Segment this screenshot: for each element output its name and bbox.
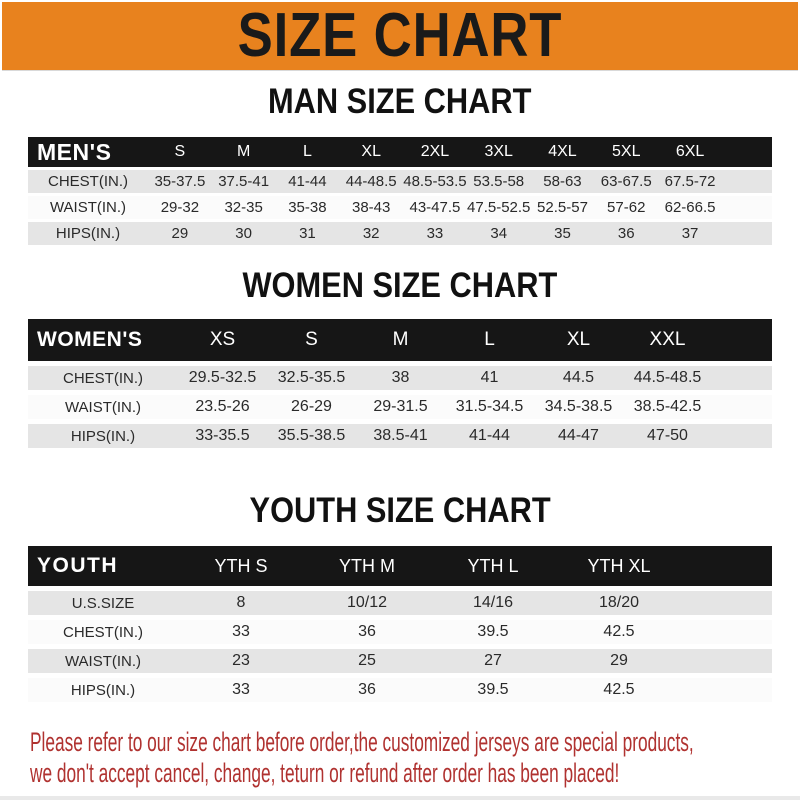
disclaimer [30,727,800,789]
youth-col-header: YTH M [304,546,430,586]
cell: 44-48.5 [339,170,403,193]
spacer [682,678,772,702]
spacer [722,222,772,245]
youth-col-header: YTH L [430,546,556,586]
cell: 29.5-32.5 [178,366,267,390]
cell: 32-35 [212,196,276,219]
men-chest-row [28,170,772,193]
spacer [712,395,772,419]
youth-hips-row [28,678,772,702]
cell: 35 [531,222,595,245]
men-size-table [28,134,772,248]
cell: 29-31.5 [356,395,445,419]
cell: 44.5 [534,366,623,390]
youth-table-title: YOUTH [28,546,178,586]
cell: 32.5-35.5 [267,366,356,390]
spacer [682,620,772,644]
spacer [712,424,772,448]
men-col-header: 2XL [403,137,467,167]
cell: 35-37.5 [148,170,212,193]
men-col-header: L [276,137,340,167]
youth-header-row [28,546,772,586]
cell: 37.5-41 [212,170,276,193]
spacer [682,591,772,615]
cell: 41-44 [276,170,340,193]
cell: 38.5-41 [356,424,445,448]
cell: 14/16 [430,591,556,615]
cell: 42.5 [556,678,682,702]
women-hips-row [28,424,772,448]
cell: 41 [445,366,534,390]
spacer [712,319,772,361]
women-col-header: XXL [623,319,712,361]
cell: 43-47.5 [403,196,467,219]
size-chart-banner [2,2,798,70]
cell: 18/20 [556,591,682,615]
spacer [682,649,772,673]
spacer [712,366,772,390]
women-col-header: L [445,319,534,361]
row-label: WAIST(IN.) [28,395,178,419]
cell: 38-43 [339,196,403,219]
women-table-title: WOMEN'S [28,319,178,361]
men-header-row [28,137,772,167]
youth-waist-row [28,649,772,673]
row-label: CHEST(IN.) [28,620,178,644]
cell: 38 [356,366,445,390]
women-col-header: M [356,319,445,361]
cell: 33 [178,620,304,644]
cell: 33 [403,222,467,245]
cell: 35.5-38.5 [267,424,356,448]
cell: 38.5-42.5 [623,395,712,419]
men-col-header: XL [339,137,403,167]
cell: 67.5-72 [658,170,722,193]
spacer [682,546,772,586]
cell: 48.5-53.5 [403,170,467,193]
women-size-table [28,314,772,453]
cell: 47.5-52.5 [467,196,531,219]
cell: 44-47 [534,424,623,448]
women-section-heading-text: WOMEN SIZE CHART [242,266,558,305]
cell: 35-38 [276,196,340,219]
cell: 27 [430,649,556,673]
youth-size-table [28,541,772,707]
youth-chest-row [28,620,772,644]
men-hips-row [28,222,772,245]
cell: 36 [594,222,658,245]
row-label: WAIST(IN.) [28,649,178,673]
cell: 30 [212,222,276,245]
row-label: HIPS(IN.) [28,222,148,245]
cell: 47-50 [623,424,712,448]
cell: 41-44 [445,424,534,448]
row-label: HIPS(IN.) [28,424,178,448]
youth-ussize-row [28,591,772,615]
row-label: U.S.SIZE [28,591,178,615]
row-label: CHEST(IN.) [28,170,148,193]
cell: 8 [178,591,304,615]
youth-col-header: YTH XL [556,546,682,586]
women-header-row [28,319,772,361]
women-section-heading [0,266,800,305]
cell: 57-62 [594,196,658,219]
cell: 36 [304,678,430,702]
men-col-header: 5XL [594,137,658,167]
cell: 42.5 [556,620,682,644]
men-col-header: 6XL [658,137,722,167]
cell: 39.5 [430,678,556,702]
women-waist-row [28,395,772,419]
banner-title: SIZE CHART [237,1,563,70]
cell: 23 [178,649,304,673]
disclaimer-line-2: we don't accept cancel, change, teturn or refund after order has been placed! [30,758,620,788]
youth-section-heading [0,491,800,530]
cell: 10/12 [304,591,430,615]
cell: 34.5-38.5 [534,395,623,419]
women-chest-row [28,366,772,390]
cell: 44.5-48.5 [623,366,712,390]
cell: 63-67.5 [594,170,658,193]
men-col-header: 3XL [467,137,531,167]
women-col-header: XS [178,319,267,361]
youth-section-heading-text: YOUTH SIZE CHART [249,491,551,530]
cell: 29 [148,222,212,245]
cell: 36 [304,620,430,644]
women-col-header: S [267,319,356,361]
cell: 37 [658,222,722,245]
cell: 53.5-58 [467,170,531,193]
women-col-header: XL [534,319,623,361]
row-label: CHEST(IN.) [28,366,178,390]
cell: 31 [276,222,340,245]
man-section-heading [0,82,800,121]
cell: 26-29 [267,395,356,419]
cell: 31.5-34.5 [445,395,534,419]
cell: 52.5-57 [531,196,595,219]
cell: 62-66.5 [658,196,722,219]
cell: 29 [556,649,682,673]
bottom-divider [0,796,800,800]
cell: 33 [178,678,304,702]
spacer [722,170,772,193]
cell: 34 [467,222,531,245]
men-col-header: M [212,137,276,167]
cell: 58-63 [531,170,595,193]
cell: 39.5 [430,620,556,644]
row-label: HIPS(IN.) [28,678,178,702]
youth-col-header: YTH S [178,546,304,586]
cell: 32 [339,222,403,245]
row-label: WAIST(IN.) [28,196,148,219]
disclaimer-line-1: Please refer to our size chart before order,the customized jerseys are special products, [30,727,694,757]
spacer [722,196,772,219]
man-section-heading-text: MAN SIZE CHART [268,82,532,121]
cell: 23.5-26 [178,395,267,419]
cell: 25 [304,649,430,673]
men-table-title: MEN'S [28,137,148,167]
men-col-header: 4XL [531,137,595,167]
cell: 29-32 [148,196,212,219]
spacer [722,137,772,167]
men-col-header: S [148,137,212,167]
cell: 33-35.5 [178,424,267,448]
men-waist-row [28,196,772,219]
